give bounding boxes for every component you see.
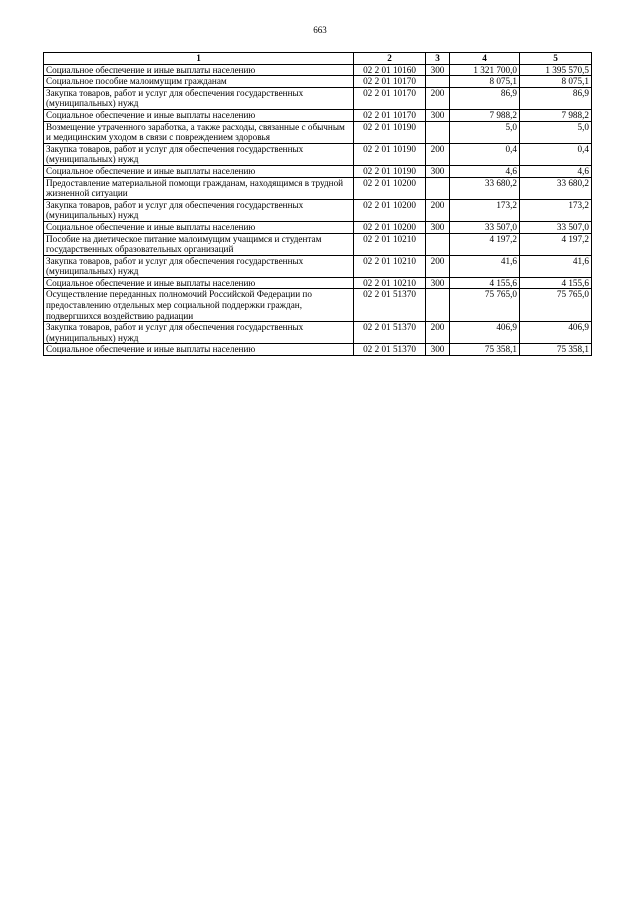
table-row [44, 322, 592, 344]
row-value-col5-cell: 75 358,1 [520, 344, 592, 356]
row-value-col5-cell: 406,9 [520, 322, 592, 344]
row-name-cell: Социальное пособие малоимущим гражданам [44, 76, 354, 88]
row-name-cell: Возмещение утраченного заработка, а также расходы, связанные с обычным и медицинским уходом в связи с повреждением здоровья [44, 121, 354, 143]
row-value-col5-cell: 8 075,1 [520, 76, 592, 88]
row-value-col5-cell: 33 680,2 [520, 177, 592, 199]
row-value-col5-cell: 86,9 [520, 87, 592, 109]
header-col-2: 2 [354, 53, 426, 65]
row-value-col4-cell: 75 358,1 [450, 344, 520, 356]
row-value-col4-cell: 1 321 700,0 [450, 64, 520, 76]
header-col-3: 3 [426, 53, 450, 65]
row-code-cell: 02 2 01 10190 [354, 143, 426, 165]
table-row [44, 289, 592, 322]
row-value-col5-cell: 0,4 [520, 143, 592, 165]
budget-table [43, 52, 592, 356]
row-value-col4-cell: 41,6 [450, 255, 520, 277]
row-code-cell: 02 2 01 10170 [354, 76, 426, 88]
row-type-cell: 200 [426, 255, 450, 277]
row-value-col5-cell: 75 765,0 [520, 289, 592, 322]
row-value-col4-cell: 0,4 [450, 143, 520, 165]
row-code-cell: 02 2 01 10160 [354, 64, 426, 76]
row-value-col4-cell: 406,9 [450, 322, 520, 344]
table-row [44, 221, 592, 233]
table-row [44, 177, 592, 199]
row-name-cell: Социальное обеспечение и иные выплаты населению [44, 165, 354, 177]
row-value-col5-cell: 41,6 [520, 255, 592, 277]
row-value-col5-cell: 5,0 [520, 121, 592, 143]
page-number: 663 [313, 25, 327, 35]
row-code-cell: 02 2 01 51370 [354, 344, 426, 356]
row-value-col4-cell: 4,6 [450, 165, 520, 177]
row-code-cell: 02 2 01 51370 [354, 289, 426, 322]
header-col-1: 1 [44, 53, 354, 65]
row-value-col4-cell: 5,0 [450, 121, 520, 143]
table-row [44, 76, 592, 88]
row-type-cell: 300 [426, 64, 450, 76]
row-value-col4-cell: 86,9 [450, 87, 520, 109]
row-name-cell: Социальное обеспечение и иные выплаты населению [44, 109, 354, 121]
row-type-cell: 300 [426, 277, 450, 289]
table-row [44, 121, 592, 143]
table-row [44, 255, 592, 277]
row-type-cell: 200 [426, 322, 450, 344]
table-row [44, 64, 592, 76]
header-col-5: 5 [520, 53, 592, 65]
row-code-cell: 02 2 01 10190 [354, 121, 426, 143]
row-name-cell: Социальное обеспечение и иные выплаты населению [44, 64, 354, 76]
row-name-cell: Закупка товаров, работ и услуг для обеспечения государственных (муниципальных) нужд [44, 322, 354, 344]
row-name-cell: Закупка товаров, работ и услуг для обеспечения государственных (муниципальных) нужд [44, 199, 354, 221]
row-value-col5-cell: 4 197,2 [520, 233, 592, 255]
row-type-cell: 300 [426, 165, 450, 177]
row-code-cell: 02 2 01 10210 [354, 233, 426, 255]
row-name-cell: Закупка товаров, работ и услуг для обеспечения государственных (муниципальных) нужд [44, 255, 354, 277]
row-name-cell: Закупка товаров, работ и услуг для обеспечения государственных (муниципальных) нужд [44, 143, 354, 165]
row-value-col5-cell: 4 155,6 [520, 277, 592, 289]
table-row [44, 277, 592, 289]
row-code-cell: 02 2 01 10200 [354, 199, 426, 221]
header-col-4: 4 [450, 53, 520, 65]
row-value-col4-cell: 33 680,2 [450, 177, 520, 199]
table-row [44, 109, 592, 121]
row-name-cell: Социальное обеспечение и иные выплаты населению [44, 277, 354, 289]
row-type-cell: 200 [426, 87, 450, 109]
row-type-cell [426, 76, 450, 88]
row-type-cell [426, 121, 450, 143]
row-code-cell: 02 2 01 10210 [354, 255, 426, 277]
row-name-cell: Осуществление переданных полномочий Российской Федерации по предоставлению отдельных мер социальной поддержки граждан, подвергшихся воздействию радиации [44, 289, 354, 322]
row-type-cell: 300 [426, 221, 450, 233]
row-type-cell [426, 289, 450, 322]
row-type-cell [426, 233, 450, 255]
row-type-cell: 300 [426, 344, 450, 356]
row-value-col4-cell: 33 507,0 [450, 221, 520, 233]
row-code-cell: 02 2 01 51370 [354, 322, 426, 344]
row-code-cell: 02 2 01 10200 [354, 177, 426, 199]
row-value-col4-cell: 75 765,0 [450, 289, 520, 322]
row-type-cell: 200 [426, 143, 450, 165]
row-value-col5-cell: 33 507,0 [520, 221, 592, 233]
row-type-cell [426, 177, 450, 199]
table-row [44, 87, 592, 109]
row-type-cell: 300 [426, 109, 450, 121]
row-name-cell: Социальное обеспечение и иные выплаты населению [44, 344, 354, 356]
row-code-cell: 02 2 01 10170 [354, 109, 426, 121]
row-code-cell: 02 2 01 10170 [354, 87, 426, 109]
row-value-col5-cell: 173,2 [520, 199, 592, 221]
header-row [44, 53, 592, 65]
row-value-col4-cell: 4 155,6 [450, 277, 520, 289]
row-name-cell: Пособие на диетическое питание малоимущим учащимся и студентам государственных образовательных организаций [44, 233, 354, 255]
row-code-cell: 02 2 01 10210 [354, 277, 426, 289]
table-row [44, 143, 592, 165]
row-value-col4-cell: 7 988,2 [450, 109, 520, 121]
row-type-cell: 200 [426, 199, 450, 221]
table-row [44, 165, 592, 177]
row-code-cell: 02 2 01 10190 [354, 165, 426, 177]
row-value-col4-cell: 4 197,2 [450, 233, 520, 255]
row-name-cell: Социальное обеспечение и иные выплаты населению [44, 221, 354, 233]
row-code-cell: 02 2 01 10200 [354, 221, 426, 233]
row-name-cell: Закупка товаров, работ и услуг для обеспечения государственных (муниципальных) нужд [44, 87, 354, 109]
row-name-cell: Предоставление материальной помощи гражданам, находящимся в трудной жизненной ситуации [44, 177, 354, 199]
row-value-col5-cell: 1 395 570,5 [520, 64, 592, 76]
table-row [44, 344, 592, 356]
table-row [44, 233, 592, 255]
table-row [44, 199, 592, 221]
table-body [44, 64, 592, 355]
row-value-col4-cell: 8 075,1 [450, 76, 520, 88]
row-value-col5-cell: 7 988,2 [520, 109, 592, 121]
row-value-col5-cell: 4,6 [520, 165, 592, 177]
row-value-col4-cell: 173,2 [450, 199, 520, 221]
